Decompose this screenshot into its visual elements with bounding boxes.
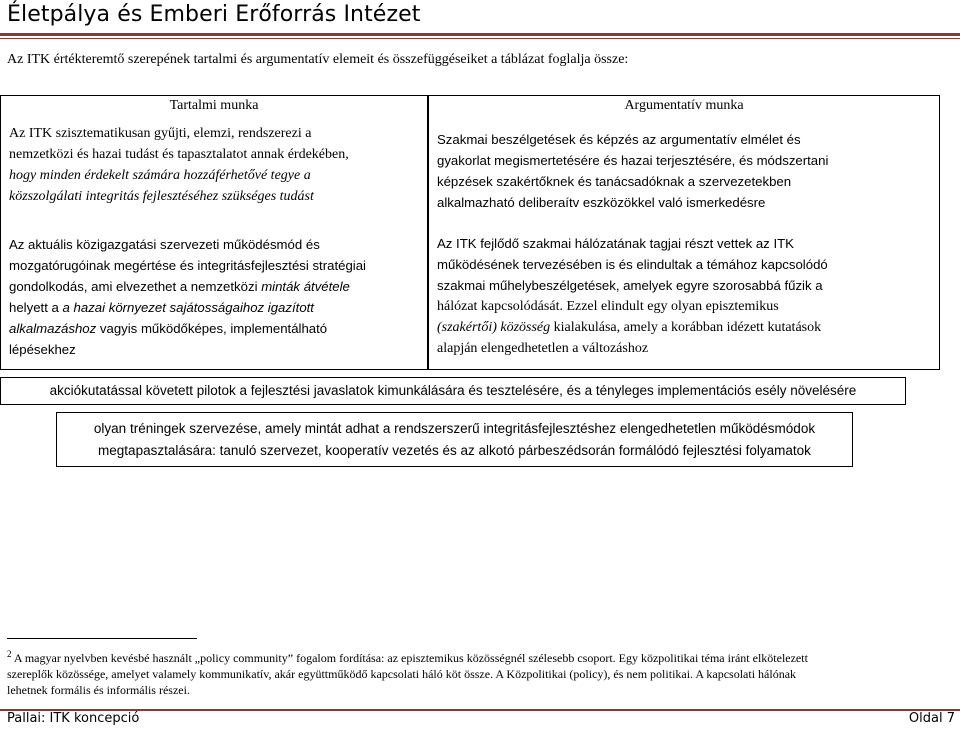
trainings-text-line-2: megtapasztalására: tanuló szervezet, kooperatív vezetés és az alkotó párbeszédsorán formálódó fejlesztési folyamatok: [98, 443, 811, 458]
intro-sentence: Az ITK értékteremtő szerepének tartalmi és argumentatív elemeit és összefüggéseiket a táblázat foglalja össze:: [7, 52, 629, 67]
argumentative-work-paragraph-2: Az ITK fejlődő szakmai hálózatának tagjai részt vettek az ITK működésének tervezésében is és elindultak a témához kapcsolódó szakmai műhelybeszélgetések, amelyek egyre szorosabbá fűzik a hálózat kapcsolódását. Ezzel elindult egy olyan episztemikus (szakértői) közösség kialakulása, amely a korábban idézett kutatások alapján elengedhetetlen a változáshoz: [437, 236, 828, 356]
argumentative-work-paragraph-1: Szakmai beszélgetések és képzés az argumentatív elmélet és gyakorlat megismertetésére és hazai terjesztésére, és módszertani képzések szakértőknek és tanácsadóknak a szervezetekben alkalmazható deliberaítv eszközökkel való ismerkedésre: [437, 132, 829, 210]
content-work-heading: Tartalmi munka: [169, 98, 259, 113]
argumentative-work-heading: Argumentatív munka: [624, 98, 744, 113]
content-work-paragraph-2: Az aktuális közigazgatási szervezeti működésmód és mozgatórugóinak megértése és integritásfejlesztési stratégiai gondolkodás, ami elvezethet a nemzetközi minták átvétele helyett a a hazai környezet sajátosságaihoz igazított alkalmazáshoz vagyis működőképes, implementálható lépésekhez: [9, 237, 366, 357]
content-work-box: [0, 95, 428, 370]
footer-rule: [0, 709, 960, 711]
argumentative-work-box: [428, 95, 940, 370]
footnote-marker: 2: [7, 649, 12, 659]
trainings-box: [56, 412, 853, 467]
document-header-title: Életpálya és Emberi Erőforrás Intézet: [7, 2, 421, 27]
content-work-paragraph-1: Az ITK szisztematikusan gyűjti, elemzi, rendszerezi a nemzetközi és hazai tudást és tapasztalatot annak érdekében, hogy minden érdekelt számára hozzáférhetővé tegye a közszolgálati integritás fejlesztéséhez szükséges tudást: [9, 126, 349, 204]
footnote-separator: [7, 638, 197, 639]
footnote: $^2$ A magyar nyelvben kevésbé használt „policy community” fogalom fordítása: az episztemikus közösségnél szélesebb csoport. Egy közpolitikai téma iránt elkötelezett szereplők közössége, amelyet valamely kommunikatív, akár együttműködő kapcsolati háló köt össze. A Közpolitikai (policy), és nem politikai. A kapcsolati hálónak lehetnek formális és informális részei.: [7, 649, 808, 697]
footer-page-number: Oldal 7: [908, 711, 955, 726]
header-rule-thick: [0, 33, 960, 36]
pilot-projects-text: akciókutatással követett pilotok a fejlesztési javaslatok kimunkálására és tesztelésére, és a tényleges implementációs esély növelésére: [49, 383, 857, 398]
pilot-projects-box: [0, 377, 906, 405]
footer-document-name: Pallai: ITK koncepció: [7, 711, 140, 726]
header-rule-thin: [0, 38, 960, 39]
trainings-text-line-1: olyan tréningek szervezése, amely mintát adhat a rendszerszerű integritásfejlesztéshez elengedhetetlen működésmódok: [93, 421, 816, 436]
